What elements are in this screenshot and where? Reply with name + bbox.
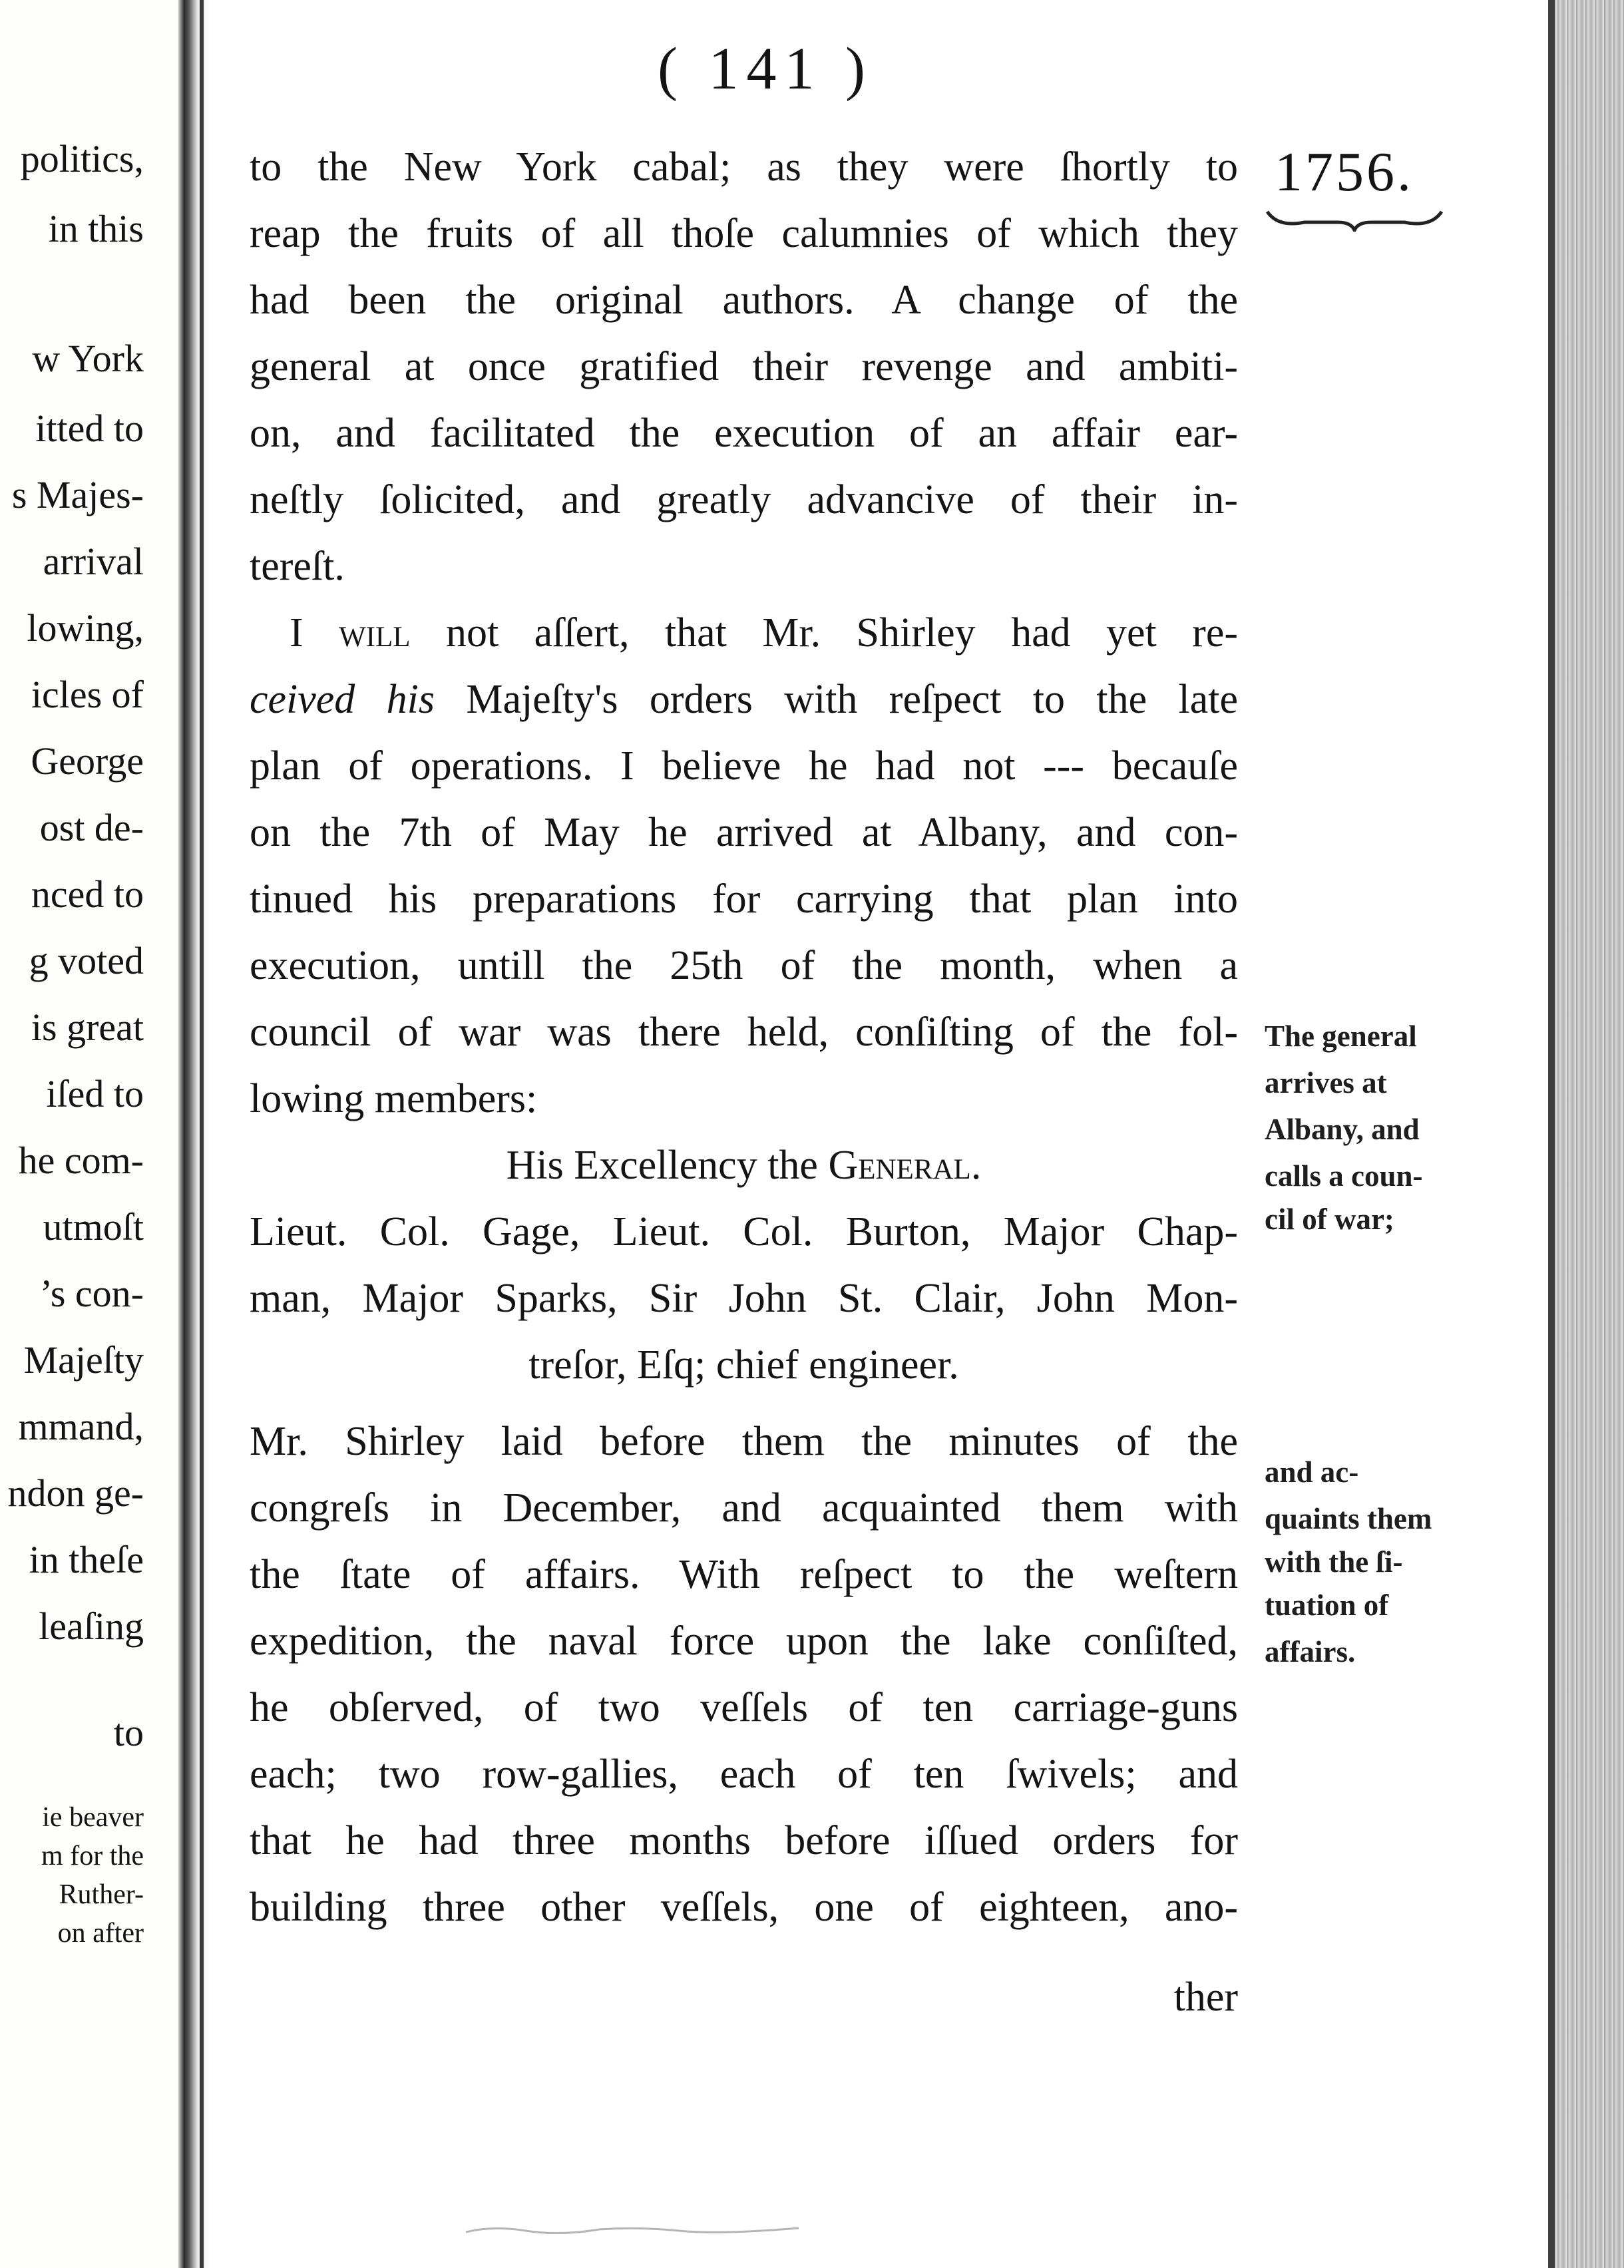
italic-phrase: ceived his: [250, 677, 435, 722]
book-gutter: [178, 0, 210, 2268]
small-caps-title: General.: [828, 1143, 982, 1188]
text-line: neſtly ſolicited, and greatly advancive of their in-: [250, 477, 1238, 522]
text-line: tinued his preparations for carrying that plan into: [250, 876, 1238, 922]
text-line: building three other veſſels, one of eighteen, ano-: [250, 1885, 1238, 1930]
text-line: council of war was there held, conſiſting of the fol-: [250, 1010, 1238, 1055]
left-text-line: arrival: [43, 540, 144, 583]
year-brace-ornament: [1265, 208, 1444, 232]
left-footnote-line: ie beaver: [42, 1802, 144, 1833]
text-line: on the 7th of May he arrived at Albany, and con-: [250, 810, 1238, 855]
margin-note-line: with the ſi-: [1265, 1545, 1403, 1579]
margin-note-line: quaints them: [1265, 1502, 1432, 1535]
left-text-line: g voted: [29, 939, 144, 982]
text-line: execution, untill the 25th of the month, when a: [250, 943, 1238, 988]
left-text-line: icles of: [31, 673, 144, 716]
left-text-line: ndon ge-: [7, 1471, 144, 1515]
text-line: to the New York cabal; as they were ſhortly to: [250, 144, 1238, 190]
page-edges: [1548, 0, 1624, 2268]
margin-note-line: tuation of: [1265, 1589, 1389, 1622]
margin-note-line: Albany, and: [1265, 1113, 1420, 1146]
year-marginal: 1756.: [1275, 141, 1414, 203]
text-line: tereſt.: [250, 544, 345, 589]
small-caps-opening: I will: [290, 610, 411, 656]
text-line: lowing members:: [250, 1076, 538, 1121]
text-line: each; two row-gallies, each of ten ſwivels; and: [250, 1752, 1238, 1797]
text-line: he obſerved, of two veſſels of ten carriage-guns: [250, 1685, 1238, 1730]
catchword: ther: [1173, 1975, 1238, 2020]
line-rest: not aſſert, that Mr. Shirley had yet re-: [410, 610, 1238, 656]
margin-note-line: cil of war;: [1265, 1203, 1394, 1236]
text-line: the ſtate of affairs. With reſpect to the weſtern: [250, 1552, 1238, 1597]
left-text-line: Majeſty: [23, 1338, 144, 1382]
text-line: plan of operations. I believe he had not --- becauſe: [250, 743, 1238, 789]
facing-page-fragment: [0, 0, 178, 2268]
left-text-line: to: [113, 1711, 144, 1754]
left-text-line: itted to: [35, 407, 144, 450]
left-footnote-line: Ruther-: [59, 1879, 144, 1910]
left-footnote-line: m for the: [41, 1841, 144, 1871]
gutter-shadow: [200, 0, 204, 2268]
text-line: congreſs in December, and acquainted them with: [250, 1485, 1238, 1531]
margin-note-line: affairs.: [1265, 1635, 1356, 1668]
left-text-line: lowing,: [27, 606, 144, 650]
text-line: [250, 609, 1238, 657]
print-smudge: [466, 2223, 799, 2236]
text-line: expedition, the naval force upon the lake conſiſted,: [250, 1618, 1238, 1664]
left-text-line: w York: [32, 337, 144, 380]
text-line: treſor, Eſq; chief engineer.: [528, 1342, 959, 1388]
left-text-line: he com-: [18, 1139, 144, 1182]
left-text-line: s Majes-: [11, 473, 144, 516]
left-text-line: politics,: [20, 137, 144, 180]
page-number: ( 141 ): [658, 36, 873, 102]
line-rest: His Excellency the: [506, 1143, 829, 1188]
left-text-line: in theſe: [29, 1538, 144, 1581]
text-line: man, Major Sparks, Sir John St. Clair, John Mon-: [250, 1276, 1238, 1321]
text-line: Lieut. Col. Gage, Lieut. Col. Burton, Major Chap-: [250, 1209, 1238, 1254]
text-line: [250, 1141, 1238, 1189]
left-text-line: nced to: [31, 872, 144, 916]
left-text-line: iſed to: [46, 1072, 144, 1115]
left-text-line: ost de-: [39, 806, 144, 849]
left-text-line: mmand,: [18, 1405, 144, 1448]
text-line: general at once gratified their revenge and ambiti-: [250, 344, 1238, 389]
left-text-line: ’s con-: [39, 1272, 144, 1315]
margin-note-line: calls a coun-: [1265, 1159, 1423, 1193]
margin-note-line: and ac-: [1265, 1455, 1359, 1489]
line-rest: Majeſty's orders with reſpect to the late: [435, 677, 1239, 722]
left-text-line: George: [31, 739, 144, 783]
text-line: Mr. Shirley laid before them the minutes of the: [250, 1419, 1238, 1464]
text-line: that he had three months before iſſued orders for: [250, 1818, 1238, 1863]
text-line: [250, 675, 1238, 723]
left-text-line: leaſing: [39, 1605, 144, 1648]
text-line: on, and facilitated the execution of an affair ear-: [250, 411, 1238, 456]
margin-note-line: The general: [1265, 1020, 1417, 1053]
left-text-line: utmoſt: [43, 1205, 144, 1248]
text-line: reap the fruits of all thoſe calumnies of which they: [250, 211, 1238, 256]
text-line: had been the original authors. A change of the: [250, 278, 1238, 323]
left-footnote-line: on after: [57, 1918, 144, 1949]
left-text-line: in this: [48, 207, 144, 250]
left-text-line: is great: [31, 1006, 144, 1049]
margin-note-line: arrives at: [1265, 1066, 1387, 1099]
